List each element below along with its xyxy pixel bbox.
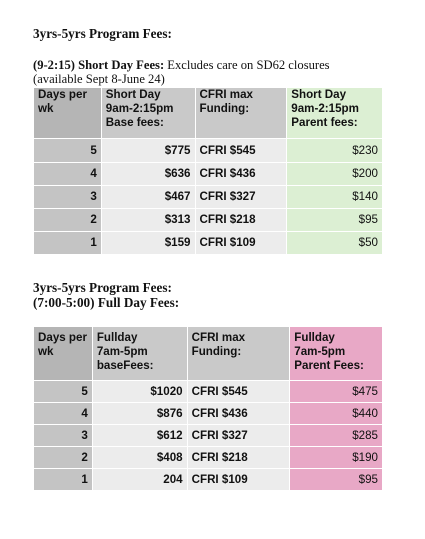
header-line: CFRI max (199, 88, 253, 101)
cfri-cell: CFRI $436 (187, 403, 290, 425)
header-days-per-week (34, 327, 93, 381)
cfri-cell: CFRI $218 (195, 209, 287, 232)
table-row (34, 186, 383, 209)
days-cell: 5 (34, 381, 93, 403)
parent-fee-cell: $190 (290, 447, 383, 469)
base-fee-cell: $313 (101, 209, 195, 232)
short-day-subtitle (33, 58, 330, 72)
header-days-per-week (34, 88, 102, 139)
table-row (34, 232, 383, 255)
days-cell: 2 (34, 447, 93, 469)
short-day-subtitle-bold: (9-2:15) Short Day Fees: (33, 58, 165, 72)
table-row (34, 209, 383, 232)
table-row (34, 139, 383, 163)
parent-fee-cell: $95 (290, 469, 383, 491)
header-line: 7am-5pm (96, 345, 148, 358)
days-cell: 1 (34, 232, 102, 255)
cfri-cell: CFRI $109 (195, 232, 287, 255)
header-line: Days per (38, 88, 87, 101)
parent-fee-cell: $200 (287, 163, 383, 186)
header-line: Days per (38, 331, 87, 344)
full-day-subtitle: (7:00-5:00) Full Day Fees: (33, 295, 180, 310)
table-header-row (34, 88, 383, 139)
base-fee-cell: $876 (92, 403, 187, 425)
base-fee-cell: $1020 (92, 381, 187, 403)
short-day-subtitle-rest: Excludes care on SD62 closures (164, 58, 330, 72)
base-fee-cell: 204 (92, 469, 187, 491)
header-parent-fees (287, 88, 383, 139)
header-cfri-funding (195, 88, 287, 139)
table-row (34, 381, 383, 403)
parent-fee-cell: $50 (287, 232, 383, 255)
short-day-availability: (available Sept 8-June 24) (33, 72, 165, 86)
base-fee-cell: $636 (101, 163, 195, 186)
header-line: 9am-2:15pm (105, 102, 174, 115)
header-line: Funding: (199, 102, 250, 115)
table-row (34, 403, 383, 425)
header-line: Parent Fees: (294, 359, 364, 372)
header-parent-fees (290, 327, 383, 381)
header-line: baseFees: (96, 359, 154, 372)
header-line: Fullday (96, 331, 138, 344)
parent-fee-cell: $475 (290, 381, 383, 403)
cfri-cell: CFRI $545 (187, 381, 290, 403)
full-day-section-heading: 3yrs-5yrs Program Fees: (33, 280, 172, 295)
header-line: Fullday (294, 331, 335, 344)
base-fee-cell: $467 (101, 186, 195, 209)
days-cell: 1 (34, 469, 93, 491)
base-fee-cell: $775 (101, 139, 195, 163)
days-cell: 3 (34, 425, 93, 447)
cfri-cell: CFRI $109 (187, 469, 290, 491)
table-row (34, 447, 383, 469)
parent-fee-cell: $285 (290, 425, 383, 447)
header-line: wk (38, 102, 54, 115)
header-line: Parent fees: (291, 116, 358, 129)
days-cell: 4 (34, 163, 102, 186)
full-day-fees-table (33, 326, 383, 491)
parent-fee-cell: $440 (290, 403, 383, 425)
parent-fee-cell: $140 (287, 186, 383, 209)
base-fee-cell: $159 (101, 232, 195, 255)
table-row (34, 425, 383, 447)
base-fee-cell: $408 (92, 447, 187, 469)
cfri-cell: CFRI $327 (195, 186, 287, 209)
base-fee-cell: $612 (92, 425, 187, 447)
cfri-cell: CFRI $436 (195, 163, 287, 186)
days-cell: 2 (34, 209, 102, 232)
cfri-cell: CFRI $545 (195, 139, 287, 163)
parent-fee-cell: $95 (287, 209, 383, 232)
parent-fee-cell: $230 (287, 139, 383, 163)
header-line: Funding: (191, 345, 242, 358)
header-cfri-funding (187, 327, 290, 381)
table-row (34, 469, 383, 491)
cfri-cell: CFRI $327 (187, 425, 290, 447)
header-line: Short Day (291, 88, 347, 101)
header-line: Short Day (105, 88, 161, 101)
days-cell: 5 (34, 139, 102, 163)
header-base-fees (101, 88, 195, 139)
header-line: Base fees: (105, 116, 164, 129)
short-day-section-heading: 3yrs-5yrs Program Fees: (33, 26, 172, 41)
header-line: 7am-5pm (294, 345, 346, 358)
header-line: 9am-2:15pm (291, 102, 359, 115)
header-base-fees (92, 327, 187, 381)
header-line: CFRI max (191, 331, 246, 344)
days-cell: 4 (34, 403, 93, 425)
short-day-fees-table (33, 87, 383, 255)
days-cell: 3 (34, 186, 102, 209)
header-line: wk (38, 345, 54, 358)
cfri-cell: CFRI $218 (187, 447, 290, 469)
table-row (34, 163, 383, 186)
table-header-row (34, 327, 383, 381)
